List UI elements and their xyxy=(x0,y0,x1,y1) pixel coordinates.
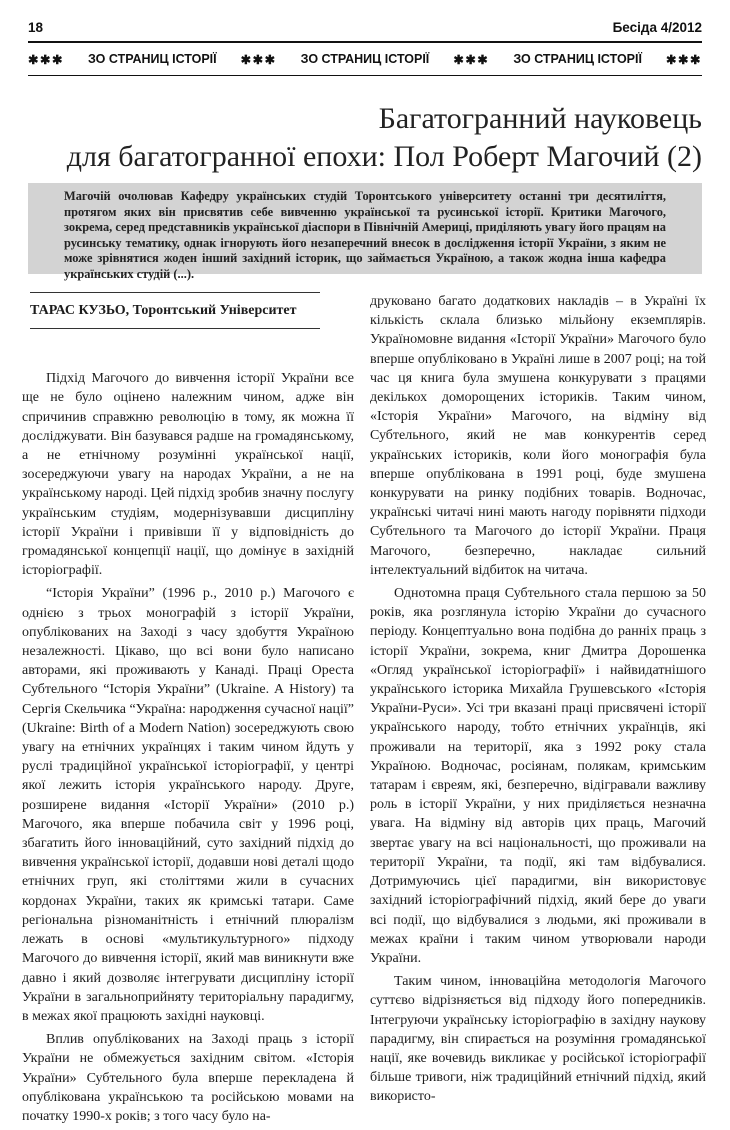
lead-paragraph: Магочій очолював Кафедру українських студій Торонтського університету останні три десятиліття, протягом яких він присвятив себе вивченню української та русинської історії. Критики Магочого, зокрема, серед представників української діаспори в Північній Америці, приділяють увагу його працям на русинську тематику, однак ігнорують його незаперечний внесок в дослідження історії України, з яким не може зрівнятися жоден інший західний історик, що займається Україною, а також жодна інша кафедра українських студій (...). xyxy=(28,183,702,274)
section-label: ЗО СТРАНИЦ ІСТОРІЇ xyxy=(513,52,642,66)
stars-ornament: ✱✱✱ xyxy=(453,52,490,67)
stars-ornament: ✱✱✱ xyxy=(28,52,64,67)
page-number: 18 xyxy=(28,20,44,35)
left-column xyxy=(22,292,354,1130)
article-title xyxy=(28,100,702,176)
right-column xyxy=(370,292,706,1111)
title-line-1: Багатогранний науковець xyxy=(378,102,702,135)
author-byline: ТАРАС КУЗЬО, Торонтський Університет xyxy=(30,303,297,318)
body-paragraph: Таким чином, інноваційна методологія Магочого суттєво відрізняється від підходу його попередників. Інтегруючи українську історіографію в західну наукову парадигму, він спирається на розуміння громадянської нації, яке вочевидь викликає у російської історіографії більше тривоги, ніж традиційний етнічний підхід, який використо- xyxy=(370,974,706,1105)
author-rule xyxy=(30,292,320,293)
section-label: ЗО СТРАНИЦ ІСТОРІЇ xyxy=(300,52,430,66)
section-label: ЗО СТРАНИЦ ІСТОРІЇ xyxy=(88,52,217,66)
issue-label: Бесіда 4/2012 xyxy=(612,20,702,35)
body-paragraph: друковано багато додаткових накладів – в Україні їх кількість склала близько мільйону екземплярів. Україномовне видання «Історії України» Магочого було вперше опубліковано в Україні лише в 2007 році; на той час ця книга була змушена конкурувати з працями декількох доморощених істориків. Таким чином, «Історія України» Магочого, на відміну від Субтельного, який не мав конкурентів серед українських істориків, коли його монографія була вперше опублікована в 1991 році, буде змушена конкурувати на ринку подібних товарів. Водночас, українські читачі нині мають нагоду порівняти підходи Субтельного та Магочого до історії України. Праця Магочого, безперечно, накладає сильний інтелектуальний відбиток на читача. xyxy=(370,294,706,578)
body-paragraph: Вплив опублікованих на Заході праць з історії України не обмежується західним світом. «Історія України» Субтельного була вперше перекладена й опублікована українською та російською мовами на початку 1990-х років; з того часу було на- xyxy=(22,1032,354,1124)
body-paragraph: Підхід Магочого до вивчення історії України все ще не було оцінено належним чином, адже він спричинив справжню революцію в тому, як можна її досліджувати. Він базувався радше на громадянському, а не етнічному розумінні української нації, зосереджуючи увагу на народах України, а не на українському народі. Цей підхід зробив значну послугу українським студіям, модернізувавши дисципліну історії України і привівши її у відповідність до громадянської концепції нації, що домінує в західній історіографії. xyxy=(22,371,354,579)
stars-ornament: ✱✱✱ xyxy=(666,52,702,67)
header-rule xyxy=(28,41,702,43)
stars-ornament: ✱✱✱ xyxy=(240,52,277,67)
page-header xyxy=(28,20,702,42)
body-paragraph: “Історія України” (1996 р., 2010 р.) Магочого є однією з трьох монографій з історії України, опублікованих на Заході з часу здобуття Україною незалежності. Цікаво, що всі вони було написано авторами, які проживають у Канаді. Праці Ореста Субтельного “Історія України” (Ukraine. A History) та Сергія Скельчика “Україна: народження сучасної нації” (Ukraine: Birth of a Modern Nation) зосереджують свою увагу на етнічних українцях і таким чином йдуть у руслі традиційної української історіографії, у центрі якої лежить історія українського народу. Друге, розширене видання «Історії України» (2010 р.) Магочого, яка вперше побачила світ у 1996 році, збагатить його інноваційний, суто західний підхід до вивчення української історії, додавши нові деталі щодо етнічних груп, які століттями жили в сучасних кордонах України, таких як кримські татари. Саме регіональна різноманітність і етнічний плюралізм лежать в основі «мультикультурного» підходу Магочого до вивчення історії, який мав виникнути вже давно і який дозволяє інтегрувати дисципліну історії України в загальноприйняту територіальну парадигму, в межах якої працюють західні науковці. xyxy=(22,586,354,1024)
section-banner xyxy=(28,50,702,68)
body-paragraph: Однотомна праця Субтельного стала першою за 50 років, яка розглянула історію України до сучасного періоду. Концептуально вона подібна до ранніх праць з історії України, зокрема, книг Дмитра Дорошенка «Огляд української історіографії» і найвидатнішого українського історика Михайла Грушевського «Історія України-Руси». Усі три вказані праці присвячені історії українського народу, тобто етнічних українців, які проживали на території, яка з 1992 року стала Україною. Водночас, росіянам, полякам, кримським татарам і євреям, які, безперечно, відігравали важливу роль в історії України, у них приділяється незначна увага. На відміну від авторів цих праць, Магочий звертає увагу на всі національності, що проживали на території України, та події, які там відбувалися. Дотримуючись цієї парадигми, він використовує західний історіографічний підхід, який бере до уваги всі події, що відбувалися з людьми, які проживали в межах країни і таким чином утворювали народи України. xyxy=(370,586,706,966)
banner-rule xyxy=(28,75,702,76)
title-line-2: для багатогранної епохи: Пол Роберт Магочий (2) xyxy=(66,140,702,173)
